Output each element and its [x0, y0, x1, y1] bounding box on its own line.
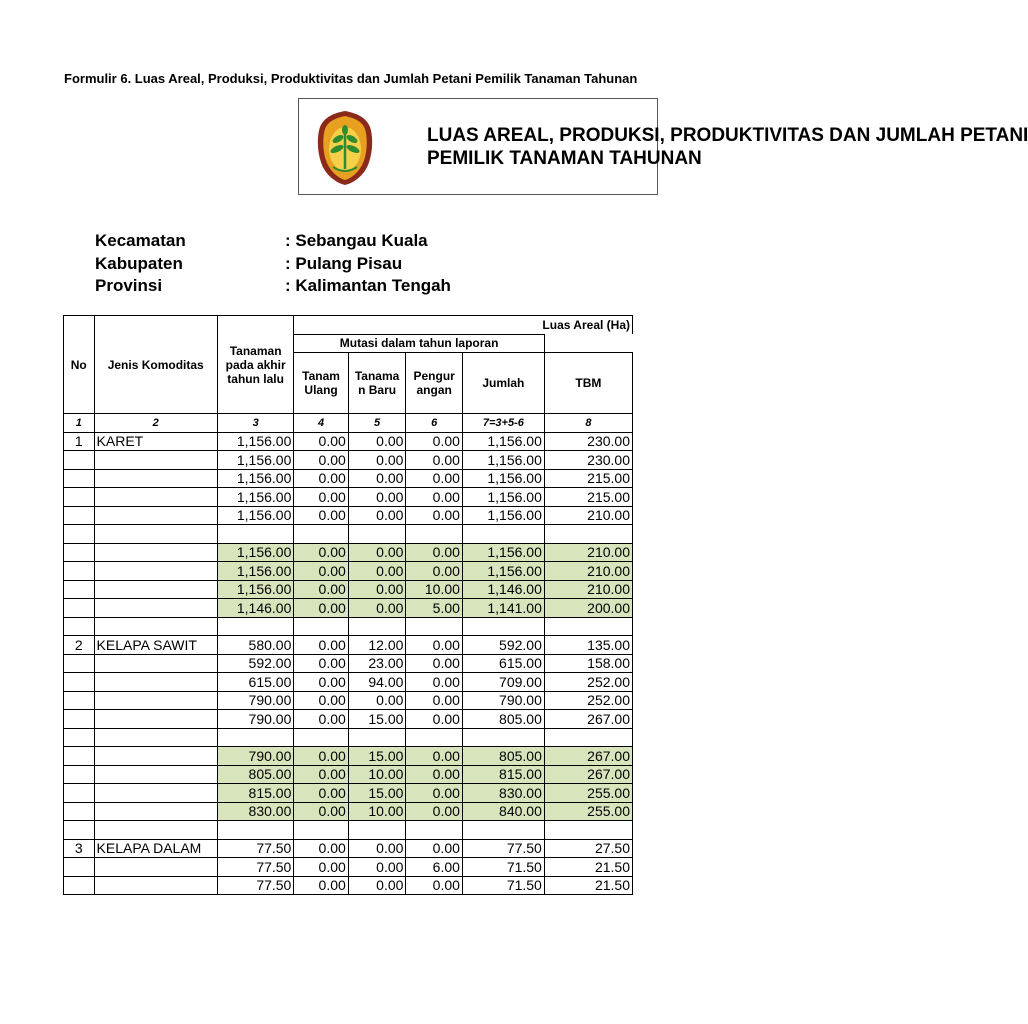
cell-tanam-ulang: 0.00	[294, 451, 348, 470]
col-header-tanaman-baru	[348, 353, 406, 414]
cell-tanam-ulang: 0.00	[294, 469, 348, 488]
cell-tanaman-lalu: 805.00	[217, 765, 293, 784]
cell-tbm: 267.00	[544, 747, 632, 766]
cell-komoditas	[94, 488, 217, 507]
cell-pengurangan: 0.00	[406, 543, 463, 562]
report-title	[427, 124, 1028, 170]
cell-tanaman-baru: 10.00	[348, 765, 406, 784]
cell-komoditas	[94, 784, 217, 803]
cell-jumlah: 77.50	[462, 839, 544, 858]
cell-komoditas	[94, 525, 217, 544]
cell-no	[64, 747, 95, 766]
col-header-tanaman-baru-line2: n Baru	[358, 383, 397, 397]
cell-tanaman-baru: 15.00	[348, 784, 406, 803]
cell-komoditas	[94, 543, 217, 562]
cell-pengurangan: 0.00	[406, 562, 463, 581]
cell-tanam-ulang: 0.00	[294, 599, 348, 618]
table-row	[64, 432, 633, 451]
cell-tanam-ulang: 0.00	[294, 562, 348, 581]
cell-no	[64, 673, 95, 692]
cell-tbm: 255.00	[544, 784, 632, 803]
cell-tanaman-lalu: 77.50	[217, 876, 293, 895]
cell-komoditas	[94, 858, 217, 877]
col-header-mutasi: Mutasi dalam tahun laporan	[294, 334, 545, 353]
table-row	[64, 469, 633, 488]
cell-komoditas	[94, 802, 217, 821]
cell-tbm	[544, 821, 632, 840]
cell-no	[64, 821, 95, 840]
cell-tanam-ulang	[294, 525, 348, 544]
cell-no	[64, 562, 95, 581]
table-row	[64, 488, 633, 507]
cell-no	[64, 858, 95, 877]
cell-tanam-ulang	[294, 728, 348, 747]
cell-tbm: 215.00	[544, 488, 632, 507]
cell-pengurangan	[406, 525, 463, 544]
cell-tanam-ulang: 0.00	[294, 691, 348, 710]
cell-tanaman-lalu: 830.00	[217, 802, 293, 821]
cell-komoditas	[94, 876, 217, 895]
cell-jumlah: 1,156.00	[462, 562, 544, 581]
cell-pengurangan: 0.00	[406, 432, 463, 451]
cell-tanam-ulang: 0.00	[294, 636, 348, 655]
cell-tanaman-lalu: 1,156.00	[217, 432, 293, 451]
cell-tbm: 230.00	[544, 432, 632, 451]
table-row	[64, 525, 633, 544]
table-row	[64, 599, 633, 618]
cell-no: 3	[64, 839, 95, 858]
cell-no	[64, 599, 95, 618]
table-row	[64, 654, 633, 673]
cell-tanam-ulang: 0.00	[294, 802, 348, 821]
cell-jumlah	[462, 617, 544, 636]
cell-pengurangan: 10.00	[406, 580, 463, 599]
cell-jumlah: 1,156.00	[462, 488, 544, 507]
provinsi-label: Provinsi	[95, 276, 163, 295]
data-table	[63, 315, 633, 895]
cell-tbm	[544, 525, 632, 544]
cell-tanaman-lalu: 1,156.00	[217, 506, 293, 525]
cell-tanaman-baru: 0.00	[348, 858, 406, 877]
cell-pengurangan	[406, 728, 463, 747]
cell-pengurangan: 0.00	[406, 488, 463, 507]
col-header-luas-areal: Luas Areal (Ha)	[294, 316, 633, 335]
cell-tanaman-baru	[348, 525, 406, 544]
cell-tbm: 230.00	[544, 451, 632, 470]
cell-komoditas: KELAPA DALAM	[94, 839, 217, 858]
col-number-4: 4	[294, 414, 348, 433]
cell-komoditas	[94, 691, 217, 710]
cell-tanaman-baru: 0.00	[348, 691, 406, 710]
cell-tanaman-baru: 10.00	[348, 802, 406, 821]
cell-no: 1	[64, 432, 95, 451]
table-row	[64, 617, 633, 636]
cell-tanaman-baru: 0.00	[348, 562, 406, 581]
cell-tbm: 210.00	[544, 562, 632, 581]
cell-tanaman-lalu: 790.00	[217, 710, 293, 729]
cell-komoditas	[94, 673, 217, 692]
cell-tanaman-baru: 23.00	[348, 654, 406, 673]
table-row	[64, 747, 633, 766]
cell-tanaman-lalu: 790.00	[217, 747, 293, 766]
col-header-pengurangan	[406, 353, 463, 414]
cell-jumlah: 840.00	[462, 802, 544, 821]
report-title-line2: PEMILIK TANAMAN TAHUNAN	[427, 148, 702, 169]
cell-tbm: 210.00	[544, 506, 632, 525]
cell-jumlah: 709.00	[462, 673, 544, 692]
cell-jumlah: 71.50	[462, 876, 544, 895]
cell-tanam-ulang: 0.00	[294, 673, 348, 692]
cell-komoditas	[94, 506, 217, 525]
table-row	[64, 784, 633, 803]
cell-komoditas	[94, 710, 217, 729]
table-row	[64, 451, 633, 470]
cell-no	[64, 710, 95, 729]
cell-pengurangan: 0.00	[406, 673, 463, 692]
cell-tanaman-baru: 0.00	[348, 469, 406, 488]
col-header-tanam-ulang	[294, 353, 348, 414]
cell-jumlah: 592.00	[462, 636, 544, 655]
table-row	[64, 728, 633, 747]
cell-pengurangan: 5.00	[406, 599, 463, 618]
cell-jumlah	[462, 525, 544, 544]
cell-tbm: 255.00	[544, 802, 632, 821]
cell-tbm: 21.50	[544, 876, 632, 895]
cell-tanaman-lalu: 1,156.00	[217, 580, 293, 599]
cell-no	[64, 765, 95, 784]
cell-tanaman-lalu: 790.00	[217, 691, 293, 710]
col-number-7: 7=3+5-6	[462, 414, 544, 433]
cell-tanam-ulang: 0.00	[294, 432, 348, 451]
col-header-pengurangan-line1: Pengur	[413, 369, 455, 383]
cell-komoditas	[94, 747, 217, 766]
cell-no	[64, 691, 95, 710]
col-header-tanaman-line2: pada akhir	[225, 357, 286, 372]
cell-no	[64, 728, 95, 747]
cell-jumlah: 790.00	[462, 691, 544, 710]
cell-no	[64, 654, 95, 673]
table-row	[64, 858, 633, 877]
cell-tanaman-baru	[348, 728, 406, 747]
table-row	[64, 562, 633, 581]
cell-tanaman-lalu	[217, 525, 293, 544]
cell-no	[64, 451, 95, 470]
table-row	[64, 710, 633, 729]
col-header-jumlah: Jumlah	[462, 353, 544, 414]
table-row	[64, 802, 633, 821]
cell-tanam-ulang: 0.00	[294, 876, 348, 895]
kecamatan-label: Kecamatan	[95, 231, 186, 250]
cell-tanaman-baru: 0.00	[348, 506, 406, 525]
cell-tanaman-baru	[348, 821, 406, 840]
cell-no	[64, 469, 95, 488]
col-header-tanam-ulang-line1: Tanam	[302, 369, 340, 383]
cell-jumlah: 805.00	[462, 710, 544, 729]
cell-tanam-ulang: 0.00	[294, 765, 348, 784]
cell-tanaman-baru: 0.00	[348, 599, 406, 618]
cell-jumlah: 830.00	[462, 784, 544, 803]
cell-tanaman-baru: 15.00	[348, 710, 406, 729]
cell-no	[64, 543, 95, 562]
cell-tanaman-lalu: 77.50	[217, 839, 293, 858]
cell-tanaman-baru: 0.00	[348, 580, 406, 599]
cell-pengurangan: 0.00	[406, 839, 463, 858]
cell-tanaman-lalu	[217, 821, 293, 840]
cell-tbm: 252.00	[544, 673, 632, 692]
cell-no	[64, 525, 95, 544]
cell-tanaman-lalu: 615.00	[217, 673, 293, 692]
cell-tanam-ulang: 0.00	[294, 839, 348, 858]
col-header-tbm: TBM	[544, 353, 632, 414]
cell-tanaman-lalu: 1,146.00	[217, 599, 293, 618]
cell-no	[64, 876, 95, 895]
cell-no	[64, 488, 95, 507]
cell-pengurangan: 0.00	[406, 710, 463, 729]
cell-tanaman-baru: 94.00	[348, 673, 406, 692]
col-number-8: 8	[544, 414, 632, 433]
cell-tbm: 210.00	[544, 543, 632, 562]
cell-pengurangan: 0.00	[406, 802, 463, 821]
col-number-1: 1	[64, 414, 95, 433]
col-number-3: 3	[217, 414, 293, 433]
cell-jumlah: 71.50	[462, 858, 544, 877]
kementan-logo-icon	[316, 109, 374, 187]
cell-tanam-ulang: 0.00	[294, 784, 348, 803]
cell-tanam-ulang: 0.00	[294, 506, 348, 525]
cell-tanaman-lalu: 592.00	[217, 654, 293, 673]
kecamatan-value: : Sebangau Kuala	[285, 231, 428, 250]
kabupaten-label: Kabupaten	[95, 254, 183, 273]
cell-tanam-ulang: 0.00	[294, 747, 348, 766]
cell-no: 2	[64, 636, 95, 655]
cell-tanaman-baru	[348, 617, 406, 636]
report-title-line1: LUAS AREAL, PRODUKSI, PRODUKTIVITAS DAN JUMLAH PETANI	[427, 125, 1028, 146]
cell-tanaman-lalu: 1,156.00	[217, 469, 293, 488]
cell-tanaman-lalu: 815.00	[217, 784, 293, 803]
cell-no	[64, 802, 95, 821]
cell-pengurangan	[406, 617, 463, 636]
cell-komoditas	[94, 617, 217, 636]
table-row	[64, 673, 633, 692]
cell-pengurangan: 0.00	[406, 876, 463, 895]
col-header-pengurangan-line2: angan	[416, 383, 452, 397]
cell-tbm: 267.00	[544, 765, 632, 784]
cell-tanaman-lalu	[217, 617, 293, 636]
cell-komoditas	[94, 654, 217, 673]
cell-komoditas: KELAPA SAWIT	[94, 636, 217, 655]
cell-no	[64, 506, 95, 525]
cell-komoditas	[94, 728, 217, 747]
cell-no	[64, 784, 95, 803]
cell-pengurangan: 0.00	[406, 506, 463, 525]
cell-tanaman-baru: 0.00	[348, 488, 406, 507]
cell-jumlah: 1,146.00	[462, 580, 544, 599]
cell-komoditas	[94, 599, 217, 618]
cell-tanam-ulang: 0.00	[294, 654, 348, 673]
cell-tbm: 252.00	[544, 691, 632, 710]
cell-jumlah: 1,156.00	[462, 469, 544, 488]
cell-tanaman-lalu: 1,156.00	[217, 562, 293, 581]
cell-komoditas	[94, 562, 217, 581]
col-header-tanaman-line1: Tanaman	[229, 343, 282, 358]
cell-pengurangan: 0.00	[406, 765, 463, 784]
cell-tanaman-baru: 0.00	[348, 451, 406, 470]
cell-komoditas	[94, 580, 217, 599]
cell-tanam-ulang	[294, 821, 348, 840]
cell-tbm	[544, 728, 632, 747]
cell-komoditas	[94, 821, 217, 840]
table-row	[64, 821, 633, 840]
cell-no	[64, 617, 95, 636]
col-header-tanam-ulang-line2: Ulang	[304, 383, 338, 397]
table-row	[64, 765, 633, 784]
cell-tbm: 200.00	[544, 599, 632, 618]
col-header-no: No	[64, 316, 95, 414]
cell-jumlah: 1,156.00	[462, 543, 544, 562]
col-number-5: 5	[348, 414, 406, 433]
cell-tanam-ulang	[294, 617, 348, 636]
provinsi-value: : Kalimantan Tengah	[285, 276, 451, 295]
table-row	[64, 839, 633, 858]
table-row	[64, 691, 633, 710]
cell-komoditas	[94, 765, 217, 784]
cell-jumlah: 805.00	[462, 747, 544, 766]
table-row	[64, 636, 633, 655]
cell-tbm	[544, 617, 632, 636]
cell-tanaman-baru: 12.00	[348, 636, 406, 655]
col-header-tanaman	[217, 316, 293, 414]
cell-pengurangan: 0.00	[406, 636, 463, 655]
cell-pengurangan: 0.00	[406, 469, 463, 488]
kabupaten-value: : Pulang Pisau	[285, 254, 403, 273]
cell-tanam-ulang: 0.00	[294, 858, 348, 877]
cell-tanaman-lalu: 580.00	[217, 636, 293, 655]
cell-jumlah: 1,156.00	[462, 451, 544, 470]
cell-jumlah: 815.00	[462, 765, 544, 784]
col-header-komoditas: Jenis Komoditas	[94, 316, 217, 414]
cell-pengurangan: 0.00	[406, 784, 463, 803]
cell-tanaman-lalu: 77.50	[217, 858, 293, 877]
cell-jumlah: 1,141.00	[462, 599, 544, 618]
cell-komoditas	[94, 451, 217, 470]
table-row	[64, 506, 633, 525]
cell-no	[64, 580, 95, 599]
cell-tbm: 158.00	[544, 654, 632, 673]
header-box	[298, 98, 1028, 195]
cell-tanaman-lalu	[217, 728, 293, 747]
cell-tanaman-baru: 0.00	[348, 432, 406, 451]
cell-pengurangan: 6.00	[406, 858, 463, 877]
cell-tanam-ulang: 0.00	[294, 710, 348, 729]
cell-jumlah: 1,156.00	[462, 432, 544, 451]
cell-tanaman-baru: 0.00	[348, 876, 406, 895]
col-number-2: 2	[94, 414, 217, 433]
cell-tbm: 135.00	[544, 636, 632, 655]
cell-tbm: 21.50	[544, 858, 632, 877]
cell-komoditas: KARET	[94, 432, 217, 451]
cell-tanaman-baru: 0.00	[348, 839, 406, 858]
col-header-tanaman-baru-line1: Tanama	[354, 369, 400, 383]
cell-tanam-ulang: 0.00	[294, 580, 348, 599]
cell-tanaman-lalu: 1,156.00	[217, 488, 293, 507]
cell-pengurangan: 0.00	[406, 451, 463, 470]
table-row	[64, 543, 633, 562]
cell-tanam-ulang: 0.00	[294, 488, 348, 507]
cell-tanaman-lalu: 1,156.00	[217, 451, 293, 470]
form-title: Formulir 6. Luas Areal, Produksi, Produktivitas dan Jumlah Petani Pemilik Tanaman Tahunan	[64, 71, 638, 86]
cell-komoditas	[94, 469, 217, 488]
cell-tbm: 210.00	[544, 580, 632, 599]
cell-pengurangan: 0.00	[406, 654, 463, 673]
col-number-6: 6	[406, 414, 463, 433]
col-header-spacer	[544, 334, 632, 353]
table-row	[64, 876, 633, 895]
table-row	[64, 580, 633, 599]
cell-tbm: 215.00	[544, 469, 632, 488]
cell-pengurangan	[406, 821, 463, 840]
cell-tanaman-lalu: 1,156.00	[217, 543, 293, 562]
cell-tanaman-baru: 0.00	[348, 543, 406, 562]
cell-tanam-ulang: 0.00	[294, 543, 348, 562]
cell-pengurangan: 0.00	[406, 747, 463, 766]
cell-pengurangan: 0.00	[406, 691, 463, 710]
cell-tbm: 267.00	[544, 710, 632, 729]
cell-jumlah: 1,156.00	[462, 506, 544, 525]
cell-jumlah	[462, 728, 544, 747]
cell-jumlah	[462, 821, 544, 840]
col-header-tanaman-line3: tahun lalu	[227, 371, 284, 386]
cell-tbm: 27.50	[544, 839, 632, 858]
cell-tanaman-baru: 15.00	[348, 747, 406, 766]
cell-jumlah: 615.00	[462, 654, 544, 673]
